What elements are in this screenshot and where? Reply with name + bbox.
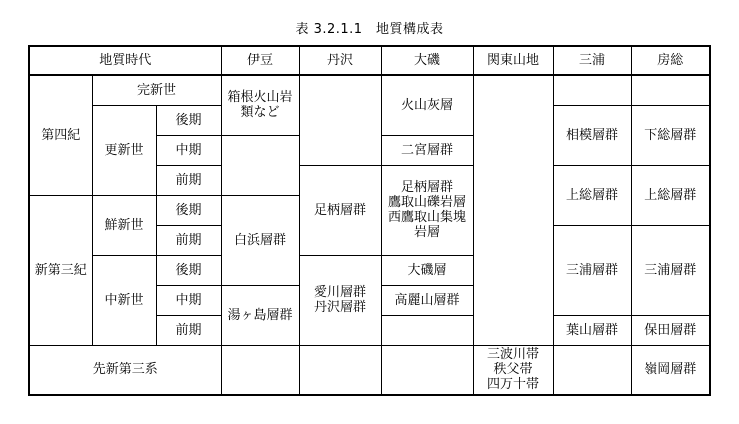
cell-boso-kazusa: 上総層群	[631, 165, 710, 225]
header-tanzawa: 丹沢	[299, 46, 381, 75]
epoch-pliocene: 鮮新世	[92, 195, 156, 255]
cell-oiso-volcanic-ash: 火山灰層	[381, 75, 473, 135]
cell-oiso-empty-2	[381, 345, 473, 395]
epoch-miocene: 中新世	[92, 255, 156, 345]
sub-pliocene-early: 前期	[156, 225, 221, 255]
sub-pleistocene-early: 前期	[156, 165, 221, 195]
header-izu: 伊豆	[221, 46, 299, 75]
cell-miura-hayama: 葉山層群	[553, 315, 631, 345]
cell-boso-hota: 保田層群	[631, 315, 710, 345]
cell-kanto-belts: 三波川帯 秩父帯 四万十帯	[473, 345, 553, 395]
cell-miura-empty-1	[553, 75, 631, 105]
cell-oiso-empty-1	[381, 315, 473, 345]
table-caption: 表 3.2.1.1 地質構成表	[295, 22, 444, 37]
geological-composition-table	[28, 45, 711, 396]
cell-izu-shirahama: 白浜層群	[221, 195, 299, 285]
sub-miocene-middle: 中期	[156, 285, 221, 315]
header-oiso: 大磯	[381, 46, 473, 75]
sub-pleistocene-late: 後期	[156, 105, 221, 135]
cell-kanto-empty	[473, 75, 553, 345]
era-quaternary: 第四紀	[29, 75, 92, 195]
sub-miocene-early: 前期	[156, 315, 221, 345]
era-neogene: 新第三紀	[29, 195, 92, 345]
cell-izu-empty-1	[221, 135, 299, 195]
cell-tanzawa-empty-2	[299, 345, 381, 395]
epoch-pleistocene: 更新世	[92, 105, 156, 195]
cell-miura-kazusa: 上総層群	[553, 165, 631, 225]
cell-miura-miura: 三浦層群	[553, 225, 631, 315]
cell-boso-mineoka: 嶺岡層群	[631, 345, 710, 395]
cell-oiso-ashigara: 足柄層群 鷹取山礫岩層 西鷹取山集塊 岩層	[381, 165, 473, 255]
cell-boso-empty-1	[631, 75, 710, 105]
cell-tanzawa-empty-1	[299, 75, 381, 165]
era-pre-neogene: 先新第三系	[29, 345, 221, 395]
sub-pliocene-late: 後期	[156, 195, 221, 225]
header-boso: 房総	[631, 46, 710, 75]
cell-izu-empty-2	[221, 345, 299, 395]
sub-pleistocene-middle: 中期	[156, 135, 221, 165]
header-period: 地質時代	[29, 46, 221, 75]
header-miura: 三浦	[553, 46, 631, 75]
cell-miura-empty-2	[553, 345, 631, 395]
cell-tanzawa-ashigara: 足柄層群	[299, 165, 381, 255]
cell-boso-shimosa: 下総層群	[631, 105, 710, 165]
cell-oiso-koraisan: 高麗山層群	[381, 285, 473, 315]
cell-oiso-ninomiya: 二宮層群	[381, 135, 473, 165]
epoch-holocene: 完新世	[92, 75, 221, 105]
header-kanto: 関東山地	[473, 46, 553, 75]
cell-boso-miura: 三浦層群	[631, 225, 710, 315]
cell-miura-sagami: 相模層群	[553, 105, 631, 165]
sub-miocene-late: 後期	[156, 255, 221, 285]
cell-tanzawa-aikawa: 愛川層群 丹沢層群	[299, 255, 381, 345]
cell-izu-hakone: 箱根火山岩 類など	[221, 75, 299, 135]
cell-oiso-oiso: 大磯層	[381, 255, 473, 285]
cell-izu-yugashima: 湯ヶ島層群	[221, 285, 299, 345]
